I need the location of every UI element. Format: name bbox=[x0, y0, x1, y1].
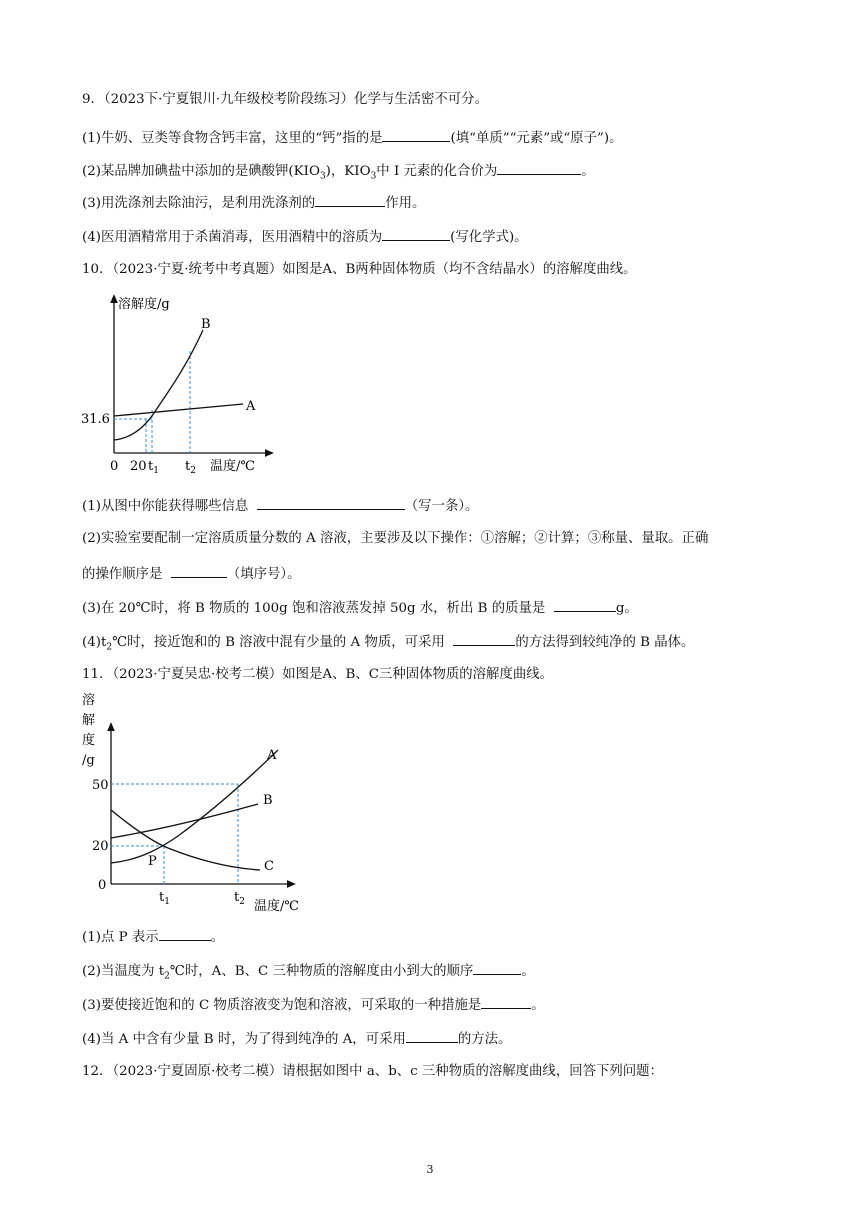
q10-part2b bbox=[82, 563, 301, 585]
q10-x-tick-0: 0 bbox=[110, 459, 119, 474]
q11-y-label-3: 度 bbox=[82, 733, 96, 748]
q11-part4-end: 的方法。 bbox=[457, 1032, 512, 1047]
q10-blank-4[interactable] bbox=[453, 631, 515, 646]
q10-part3 bbox=[82, 597, 638, 619]
q11-part2 bbox=[82, 960, 535, 987]
q11-solubility-graph bbox=[78, 688, 318, 914]
q10-blank-2[interactable] bbox=[171, 563, 227, 578]
q10-part3-text: (3)在 20℃时，将 B 物质的 100g 饱和溶液蒸发掉 50g 水，析出 B 的质量是 bbox=[82, 601, 546, 616]
q9-part4-end: (写化学式)。 bbox=[450, 230, 528, 245]
q10-part1 bbox=[82, 495, 478, 517]
q10-part2a: (2)实验室要配制一定溶质质量分数的 A 溶液，主要涉及以下操作：①溶解；②计算；③称量、量取。正确 bbox=[82, 531, 709, 546]
q10-label-a: A bbox=[246, 399, 256, 414]
q10-x-tick-20: 20 bbox=[130, 459, 147, 474]
q10-y-tick: 31.6 bbox=[81, 412, 110, 427]
q10-part4-text-a: (4)t bbox=[82, 635, 107, 650]
q11-part4-text: (4)当 A 中含有少量 B 时，为了得到纯净的 A，可采用 bbox=[82, 1032, 406, 1047]
q9-part1-hint: (填“单质”“元素”或“原子”)。 bbox=[450, 131, 623, 146]
q11-blank-3[interactable] bbox=[481, 994, 531, 1009]
q10-blank-1[interactable] bbox=[257, 495, 405, 510]
q10-stem: 10．（2023·宁夏·统考中考真题）如图是A、B两种固体物质（均不含结晶水）的溶解度曲线。 bbox=[82, 262, 637, 277]
q10-x-tick-t1: $t_1$ bbox=[148, 459, 159, 476]
q10-part4 bbox=[82, 631, 694, 658]
q11-y-label-4: /g bbox=[82, 753, 95, 768]
q11-part3-end: 。 bbox=[531, 998, 545, 1013]
q9-part3-text: (3)用洗涤剂去除油污，是利用洗涤剂的 bbox=[82, 196, 316, 211]
q9-blank-1[interactable] bbox=[382, 127, 450, 142]
q10-part1-text: (1)从图中你能获得哪些信息 bbox=[82, 499, 249, 514]
q11-part3 bbox=[82, 994, 545, 1016]
q10-label-b: B bbox=[201, 317, 211, 332]
q11-x-tick-t2: $t_2$ bbox=[234, 890, 245, 907]
q10-part2-hint: （填序号）。 bbox=[226, 567, 301, 582]
q10-y-label: 溶解度/g bbox=[118, 297, 170, 312]
q11-point-p: P bbox=[148, 854, 157, 869]
q9-part3 bbox=[82, 192, 425, 214]
q9-blank-2[interactable] bbox=[497, 160, 581, 175]
q11-part1-end: 。 bbox=[210, 930, 225, 945]
q11-part3-text: (3)要使接近饱和的 C 物质溶液变为饱和溶液，可采取的一种措施是 bbox=[82, 998, 482, 1013]
q11-stem: 11．（2023·宁夏吴忠·校考二模）如图是A、B、C三种固体物质的溶解度曲线。 bbox=[82, 667, 554, 682]
q11-x-tick-t1: $t_1$ bbox=[159, 890, 170, 907]
q9-part4 bbox=[82, 226, 528, 248]
q10-blank-3[interactable] bbox=[554, 597, 616, 612]
q9-stem: 9．（2023下·宁夏银川·九年级校考阶段练习）化学与生活密不可分。 bbox=[82, 92, 488, 107]
q12-stem: 12．（2023·宁夏固原·校考二模）请根据如图中 a、b、c 三种物质的溶解度曲线，回答下列问题： bbox=[82, 1064, 663, 1079]
q9-part3-end: 作用。 bbox=[385, 196, 426, 211]
q9-part1 bbox=[82, 127, 623, 149]
q11-label-c: C bbox=[264, 859, 274, 874]
q11-part2-text-a: (2)当温度为 t bbox=[82, 964, 165, 979]
q11-label-b: B bbox=[263, 793, 273, 808]
q11-part4 bbox=[82, 1028, 511, 1050]
q11-y-tick-50: 50 bbox=[92, 778, 109, 793]
q10-part3-unit: g。 bbox=[615, 601, 638, 616]
q11-label-a: A bbox=[267, 748, 277, 763]
q10-solubility-graph bbox=[78, 288, 288, 480]
q9-part2-text-b: )，KIO bbox=[325, 164, 371, 179]
q11-x-label: 温度/℃ bbox=[254, 899, 299, 914]
q11-part1-text: (1)点 P 表示 bbox=[82, 930, 159, 945]
q10-curve-a bbox=[114, 404, 243, 416]
q9-part2 bbox=[82, 160, 595, 187]
q11-part2-end: 。 bbox=[521, 964, 535, 979]
q11-y-label-2: 解 bbox=[82, 713, 96, 728]
q11-blank-4[interactable] bbox=[406, 1028, 458, 1043]
page-number: 3 bbox=[426, 1163, 434, 1176]
q9-blank-4[interactable] bbox=[382, 226, 450, 241]
q11-blank-2[interactable] bbox=[473, 960, 521, 975]
q9-part2-text-c: 中 I 元素的化合价为 bbox=[376, 164, 498, 179]
q11-y-tick-0: 0 bbox=[98, 878, 107, 893]
q9-blank-3[interactable] bbox=[315, 192, 385, 207]
q10-part4-text-b: ℃时，接近饱和的 B 溶液中混有少量的 A 物质，可采用 bbox=[112, 635, 445, 650]
q10-part4-end: 的方法得到较纯净的 B 晶体。 bbox=[515, 635, 695, 650]
q10-x-label: 温度/℃ bbox=[210, 459, 255, 474]
q11-y-tick-20: 20 bbox=[92, 839, 109, 854]
q11-curve-b bbox=[111, 804, 258, 838]
q11-part2-sub: 2 bbox=[164, 971, 170, 982]
q10-part2-text: 的操作顺序是 bbox=[82, 567, 163, 582]
q9-part2-sub-2: 3 bbox=[370, 171, 377, 182]
q10-part4-sub: 2 bbox=[106, 642, 113, 653]
q11-part1 bbox=[82, 926, 224, 948]
q11-blank-1[interactable] bbox=[159, 926, 211, 941]
q10-part1-hint: （写一条）。 bbox=[404, 499, 479, 514]
q11-y-label-1: 溶 bbox=[82, 693, 96, 708]
q9-part2-text-a: (2)某品牌加碘盐中添加的是碘酸钾(KIO bbox=[82, 164, 320, 179]
q9-part2-sub-1: 3 bbox=[319, 171, 326, 182]
q11-part2-text-b: ℃时，A、B、C 三种物质的溶解度由小到大的顺序 bbox=[169, 964, 474, 979]
q9-part1-text: (1)牛奶、豆类等食物含钙丰富，这里的“钙”指的是 bbox=[82, 131, 383, 146]
q10-x-tick-t2: $t_2$ bbox=[185, 459, 196, 476]
q9-part2-end: 。 bbox=[581, 164, 595, 179]
q9-part4-text: (4)医用酒精常用于杀菌消毒，医用酒精中的溶质为 bbox=[82, 230, 383, 245]
